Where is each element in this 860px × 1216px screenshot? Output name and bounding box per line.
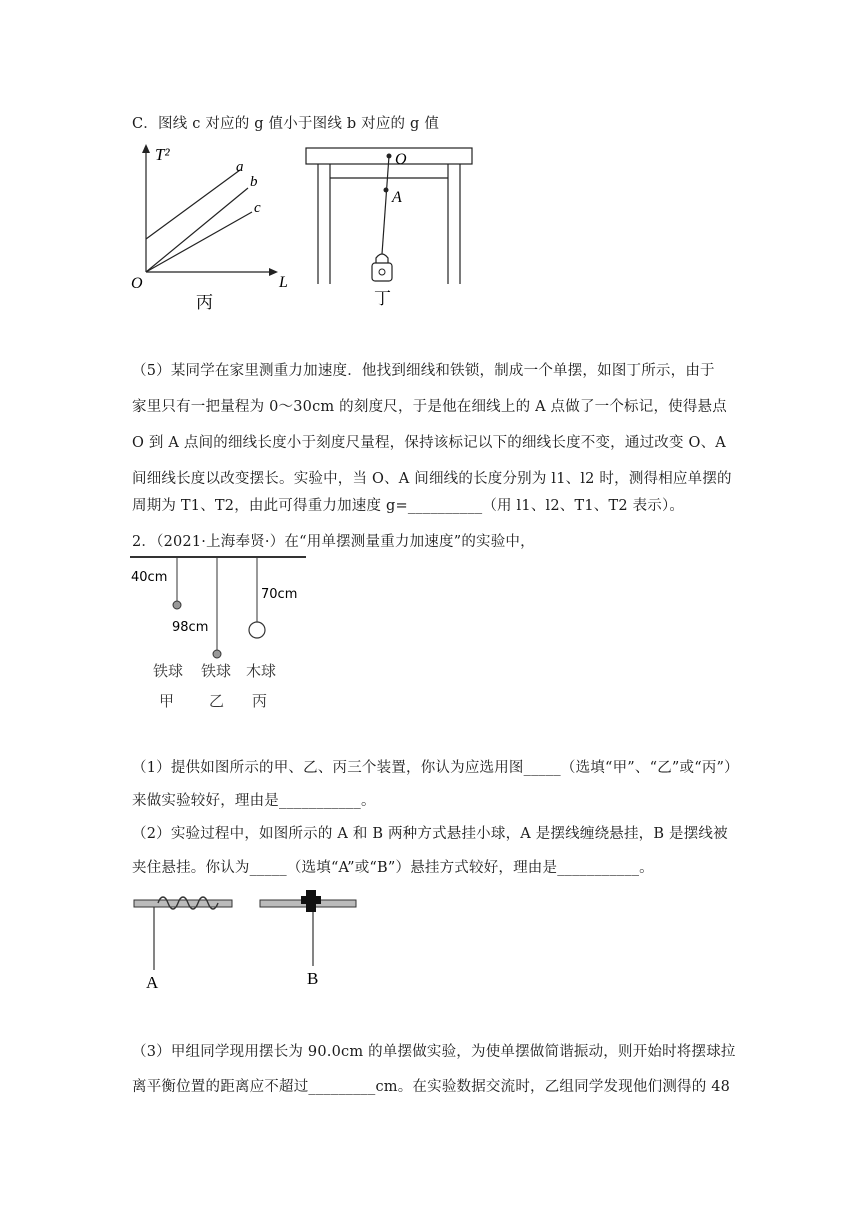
length-label-jia: 40cm (131, 570, 168, 585)
line-a-label: a (236, 159, 244, 175)
q5-line-2: 家里只有一把量程为 0～30cm 的刻度尺，于是他在细线上的 A 点做了一个标记，使得悬点 (132, 399, 727, 415)
y-axis-label: T² (155, 145, 170, 164)
q2-sub2-line-1: （2）实验过程中，如图所示的 A 和 B 两种方式悬挂小球，A 是摆线缠绕悬挂，B 是摆线被 (132, 826, 728, 842)
q2-sub1-line-1: （1）提供如图所示的甲、乙、丙三个装置，你认为应选用图_____（选填“甲”、“乙”或“丙”） (132, 760, 739, 776)
lock-body (372, 263, 392, 281)
line-c (146, 212, 252, 272)
q2-sub3-line-1: （3）甲组同学现用摆长为 90.0cm 的单摆做实验，为使单摆做简谐振动，则开始时将摆球拉 (132, 1044, 736, 1060)
q5-line-5: 周期为 T1、T2，由此可得重力加速度 g=__________（用 l1、l2、T1、T2 表示）。 (132, 498, 685, 514)
name-label-bing: 丙 (252, 692, 268, 710)
material-label-bing: 木球 (246, 662, 277, 680)
line-b-label: b (250, 174, 258, 190)
q2-title: 2．（2021·上海奉贤·）在“用单摆测量重力加速度”的实验中， (132, 534, 535, 550)
three-pendulums-figure (128, 556, 308, 716)
y-axis-arrow (142, 144, 150, 153)
name-label-jia: 甲 (159, 692, 175, 710)
mark-point-a (384, 188, 389, 193)
point-a-label: A (392, 189, 402, 206)
point-o-label: O (395, 151, 407, 168)
option-c-text: C．图线 c 对应的 g 值小于图线 b 对应的 g 值 (132, 116, 440, 132)
q5-line-4: 间细线长度以改变摆长。实验中，当 O、A 间细线的长度分别为 l1、l2 时，测得相应单摆的 (132, 471, 732, 487)
material-label-yi: 铁球 (201, 662, 232, 680)
x-axis-label: L (279, 274, 288, 291)
q2-sub2-line-2: 夹住悬挂。你认为_____（选填“A”或“B”）悬挂方式较好，理由是___________。 (132, 860, 654, 876)
figure-caption-ding: 丁 (374, 289, 391, 309)
origin-label: O (131, 275, 143, 292)
ball-yi (213, 650, 221, 658)
ball-jia (173, 601, 181, 609)
line-c-label: c (254, 200, 261, 216)
label-a: A (146, 973, 159, 992)
q5-line-3: O 到 A 点间的细线长度小于刻度尺量程，保持该标记以下的细线长度不变，通过改变 O、A (132, 435, 726, 451)
ball-bing (249, 622, 265, 638)
clamp-b-top (301, 896, 321, 904)
pendulum-string (382, 156, 389, 254)
q5-line-1: （5）某同学在家里测重力加速度．他找到细线和铁锁，制成一个单摆，如图丁所示，由于 (132, 363, 715, 379)
pivot-point-o (387, 154, 392, 159)
q2-sub1-line-2: 来做实验较好，理由是___________。 (132, 793, 376, 809)
material-label-jia: 铁球 (153, 662, 184, 680)
home-pendulum-figure (300, 142, 480, 312)
t2-vs-l-graph (128, 142, 298, 314)
q2-sub3-line-2: 离平衡位置的距离应不超过_________cm。在实验数据交流时，乙组同学发现他们测得的 48 (132, 1079, 731, 1095)
name-label-yi: 乙 (209, 692, 225, 710)
line-a (146, 170, 240, 239)
hanging-methods-figure (130, 882, 370, 992)
label-b: B (307, 969, 319, 988)
x-axis-arrow (269, 268, 278, 276)
length-label-yi: 98cm (172, 620, 209, 635)
line-b (146, 188, 248, 272)
length-label-bing: 70cm (261, 587, 298, 602)
figure-caption-bing: 丙 (196, 293, 213, 313)
